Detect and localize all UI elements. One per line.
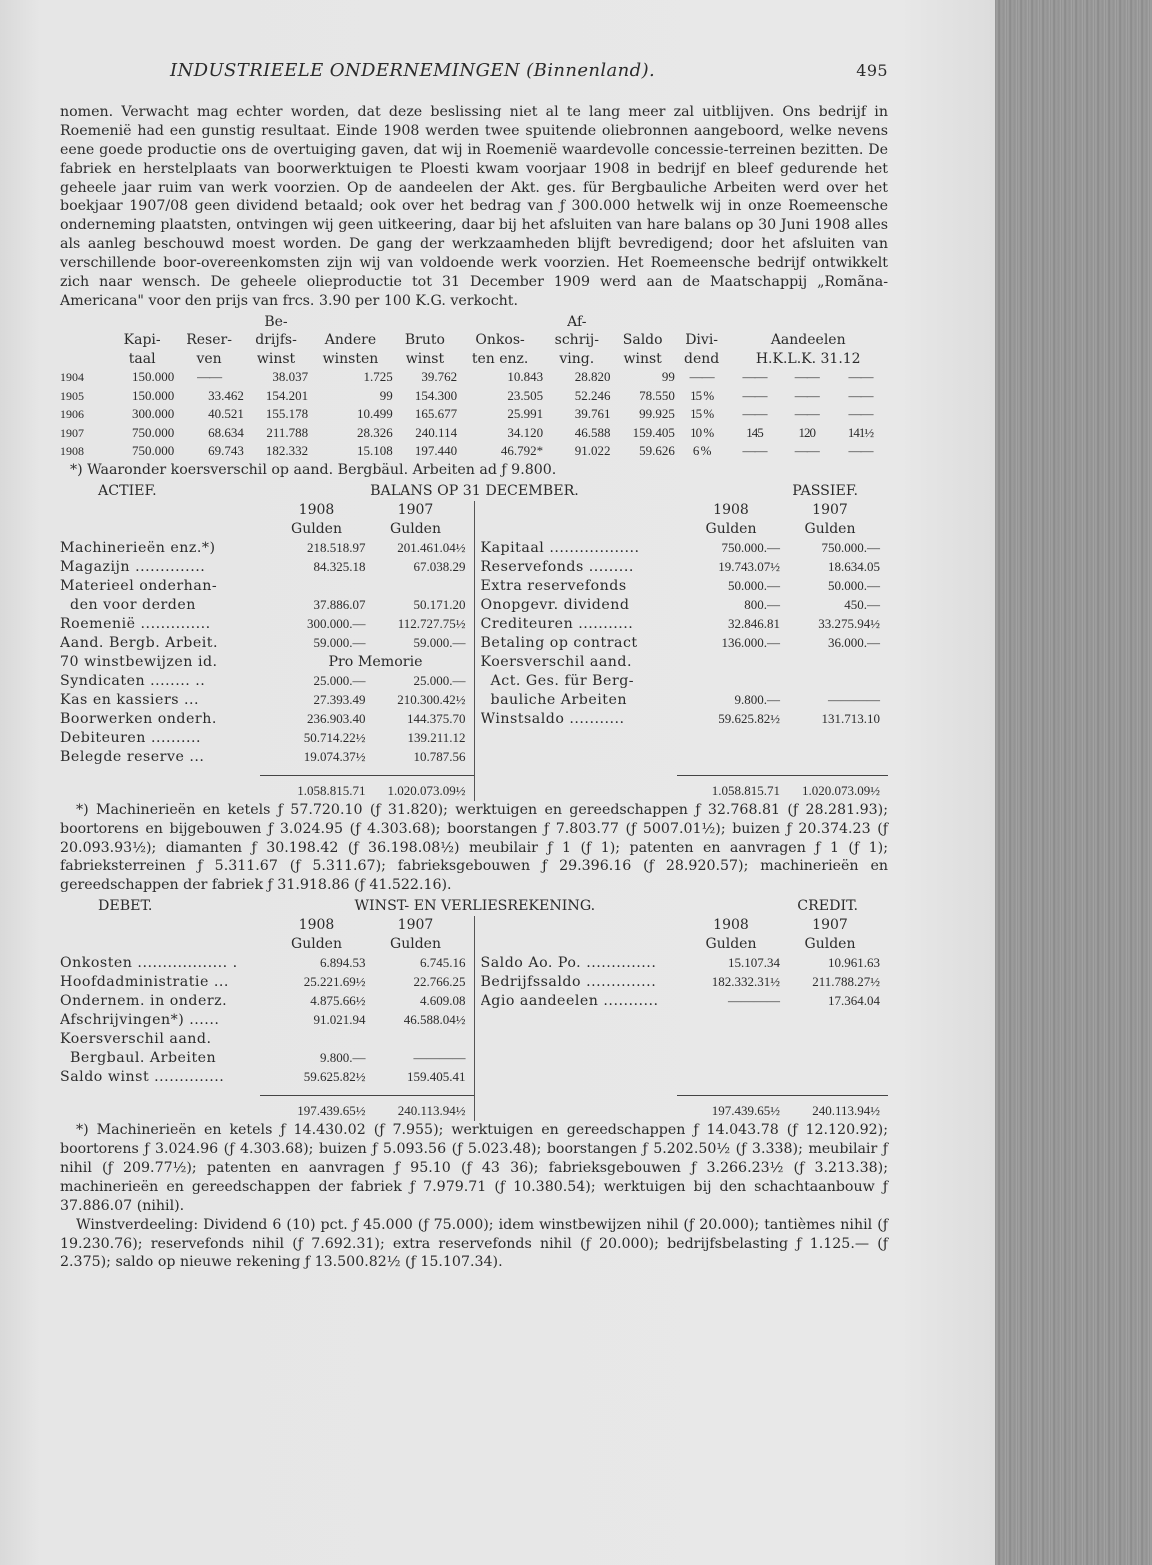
- profit-loss-title: WINST- EN VERLIESREKENING.: [354, 898, 596, 915]
- page-number: 495: [856, 61, 888, 80]
- divider: [677, 775, 889, 776]
- list-item: Reservefonds ......... 19.743.07½ 18.634.05: [480, 558, 880, 575]
- col-kapitaal: Kapi- taal: [123, 332, 161, 367]
- list-item: Ondernem. in onderz. 4.875.66½ 4.609.08: [60, 993, 466, 1010]
- book-page-edges: [995, 0, 1152, 1565]
- list-item: Act. Ges. für Berg-: [490, 672, 635, 689]
- actief-title: ACTIEF.: [98, 482, 157, 499]
- list-item: Saldo Ao. Po. .............. 15.107.34 10.961.63: [480, 955, 880, 972]
- list-item: Afschrijvingen*) ...... 91.021.94 46.588.04½: [60, 1012, 466, 1029]
- col-afschrijving: Af- schrij- ving.: [554, 313, 599, 367]
- debet-total: 197.439.65½ 240.113.94½: [297, 1103, 466, 1119]
- list-item: Bergbaul. Arbeiten 9.800.— ————: [70, 1050, 466, 1067]
- list-item: Kapitaal .................. 750.000.— 750.000.—: [480, 539, 880, 556]
- results-footnote: *) Waaronder koersverschil op aand. Bergbäul. Arbeiten ad ƒ 9.800.: [70, 461, 557, 478]
- list-item: 70 winstbewijzen id. Pro Memorie: [60, 653, 423, 670]
- debet-side: 1908 1907 Gulden Gulden Onkosten .................. . 6.894.53 6.745.16 Hoofdadministratie ... 25.221.69½ 22.766.25 Ondernem. in onderz. 4.875.66½ 4.609.08 Afschrijvingen*) ...... 91.021.94 46.588.04½ Koersverschil aand. Bergbaul. Arbeiten 9.800.— ———— Saldo winst .............. 59.625.82½ 159.405.41 197.439.65½ 240.113.94½: [60, 916, 475, 1121]
- debet-title: DEBET.: [98, 898, 153, 915]
- list-item: Hoofdadministratie ... 25.221.69½ 22.766.25: [60, 974, 466, 991]
- passief-title: PASSIEF.: [792, 482, 858, 499]
- balance-sheet-title: BALANS OP 31 DECEMBER.: [370, 482, 579, 499]
- list-item: Betaling op contract 136.000.— 36.000.—: [480, 634, 880, 651]
- list-item: Koersverschil aand.: [60, 1031, 212, 1048]
- list-item: Boorwerken onderh. 236.903.40 144.375.70: [60, 710, 466, 727]
- list-item: Koersverschil aand.: [480, 653, 633, 670]
- actief-total: 1.058.815.71 1.020.073.09½: [297, 782, 466, 798]
- list-item: Roemenië .............. 300.000.— 112.727.75½: [60, 615, 466, 632]
- list-item: Debiteuren .......... 50.714.22½ 139.211.12: [60, 729, 466, 746]
- col-bruto-winst: Bruto winst: [404, 332, 445, 367]
- list-item: Agio aandeelen ........... ———— 17.364.04: [480, 993, 880, 1010]
- passief-side: 1908 1907 Gulden Gulden Kapitaal .................. 750.000.— 750.000.— Reservefonds ......... 19.743.07½ 18.634.05 Extra reservefonds 50.000.— 50.000.— Onopgevr. dividend 800.— 450.— Crediteuren ........... 32.846.81 33.275.94½ Betaling op contract 136.000.— 36.000.— Koersverschil aand. Act. Ges. für Berg- bauliche Arbeiten 9.800.— ———— Winstsaldo ........... 59.625.82½ 131.713.10 1.058.815.71 1.020.073.09½: [475, 501, 889, 801]
- list-item: Saldo winst .............. 59.625.82½ 159.405.41: [60, 1069, 466, 1086]
- list-item: Syndicaten ........ .. 25.000.— 25.000.—: [60, 672, 466, 689]
- list-item: Crediteuren ........... 32.846.81 33.275.94½: [480, 615, 880, 632]
- table-row: 1907 750.000 68.634 211.788 28.326 240.114 34.120 46.588 159.405 10 % 145 120 141½: [60, 424, 874, 440]
- col-onkosten: Onkos- ten enz.: [471, 332, 529, 367]
- balance-footnote: *) Machinerieën en ketels ƒ 57.720.10 (ƒ 31.820); werktuigen en gereedschappen ƒ 32.768.81 (ƒ 28.281.93); boortorens en bijgebouwen ƒ 3.024.95 (ƒ 4.303.68); boorstangen ƒ 7.803.77 (ƒ 5007.01½); buizen ƒ 20.374.23 (ƒ 20.093.93½); diamanten ƒ 30.198.42 (ƒ 36.198.08½) meubilair ƒ 1 (ƒ 1); patenten en aanvragen ƒ 1 (ƒ 1); fabrieksterreinen ƒ 5.311.67 (ƒ 5.311.67); fabrieksgebouwen ƒ 29.396.16 (ƒ 28.920.57); machinerieën en gereedschappen der fabriek ƒ 31.918.86 (ƒ 41.522.16).: [60, 801, 888, 894]
- list-item: Winstsaldo ........... 59.625.82½ 131.713.10: [480, 710, 880, 727]
- results-table: [60, 313, 888, 461]
- list-item: Onkosten .................. . 6.894.53 6.745.16: [60, 955, 466, 972]
- credit-title: CREDIT.: [797, 898, 858, 915]
- table-row: 1906 300.000 40.521 155.178 10.499 165.677 25.991 39.761 99.925 15 % —— —— ——: [60, 406, 873, 422]
- list-item: Materieel onderhan-: [60, 577, 218, 594]
- col-bedrijfswinst: Be- drijfs- winst: [255, 313, 297, 367]
- results-header-row: [60, 313, 888, 369]
- list-item: Magazijn .............. 84.325.18 67.038.29: [60, 558, 466, 575]
- table-row: 1905 150.000 33.462 154.201 99 154.300 23.505 52.246 78.550 15 % —— —— ——: [60, 387, 873, 403]
- col-reserven: Reser- ven: [186, 332, 232, 367]
- balance-sheet-titles: [60, 482, 888, 501]
- divider: [677, 1095, 889, 1096]
- passief-total: 1.058.815.71 1.020.073.09½: [711, 782, 880, 798]
- col-saldo-winst: Saldo winst: [622, 332, 663, 367]
- list-item: Kas en kassiers ... 27.393.49 210.300.42½: [60, 691, 466, 708]
- col-andere-winsten: Andere winsten: [322, 332, 379, 367]
- profit-loss-account: [60, 916, 888, 1121]
- profit-loss-footnote: *) Machinerieën en ketels ƒ 14.430.02 (ƒ 7.955); werktuigen en gereedschappen ƒ 14.043.78 (ƒ 12.120.92); boortorens ƒ 3.024.96 (ƒ 4.303.68); buizen ƒ 5.093.56 (ƒ 5.023.48); boorstangen ƒ 5.202.50½ (ƒ 3.338); meubilair ƒ nihil (ƒ 209.77½); patenten en aanvragen ƒ 95.10 (ƒ 43 36); fabrieksgebouwen ƒ 3.266.23½ (ƒ 3.213.38); machinerieën en gereedschappen der fabriek ƒ 7.979.71 (ƒ 10.380.54); werktuigen bij den schachtaanbouw ƒ 37.886.07 (nihil).: [60, 1122, 888, 1214]
- list-item: Aand. Bergb. Arbeit. 59.000.— 59.000.—: [60, 634, 466, 651]
- list-item: Machinerieën enz.*) 218.518.97 201.461.04½: [60, 539, 466, 556]
- credit-total: 197.439.65½ 240.113.94½: [711, 1103, 880, 1119]
- divider: [260, 775, 474, 776]
- header-title: INDUSTRIEELE ONDERNEMINGEN (Binnenland).: [170, 60, 656, 81]
- col-aandeelen: Aandeelen H.K.L.K. 31.12: [755, 332, 861, 367]
- intro-paragraph: nomen. Verwacht mag echter worden, dat deze beslissing niet al te lang meer zal uitblijven. Ons bedrijf in Roemenië had een gunstig resultaat. Einde 1908 werden twee spuitende oliebronnen aangeboord, welke nevens eene goede productie ons de overtuiging gaven, dat wij in Roemenië waardevolle concessie-terreinen bezitten. De fabriek en herstelplaats van boorwerktuigen te Ploesti kwam voorjaar 1908 in bedrijf en bleef gedurende het geheele jaar ruim van werk voorzien. Op de aandeelen der Akt. ges. für Bergbauliche Arbeiten werd over het boekjaar 1907/08 geen dividend betaald; ook over het bedrag van ƒ 300.000 hetwelk wij in onze Roemeensche onderneming plaatsten, ontvingen wij geen uitkeering, daar bij het afsluiten van hare balans op 30 Juni 1908 alles als aanleg beschouwd moest worden. De gang der werkzaamheden blijft bevredigend; door het afsluiten van verschillende boor-overeenkomsten zijn wij van voldoende werk voorzien. Het Roemeensche bedrijf ontwikkelt zich naar wensch. De geheele olieproductie tot 31 December 1909 werd aan de Maatschappij „Romãna-Americana" voor den prijs van frcs. 3.90 per 100 K.G. verkocht.: [60, 103, 888, 309]
- list-item: Belegde reserve ... 19.074.37½ 10.787.56: [60, 748, 466, 765]
- credit-side: 1908 1907 Gulden Gulden Saldo Ao. Po. .............. 15.107.34 10.961.63 Bedrijfssaldo .............. 182.332.31½ 211.788.27½ Agio aandeelen ........... ———— 17.364.04 197.439.65½ 240.113.94½: [475, 916, 889, 1121]
- page-content: [60, 62, 888, 1272]
- list-item: bauliche Arbeiten 9.800.— ————: [490, 691, 880, 708]
- balance-sheet: [60, 501, 888, 801]
- running-header: [170, 62, 888, 81]
- table-row: 1904 150.000 —— 38.037 1.725 39.762 10.843 28.820 99 —— —— —— ——: [60, 369, 873, 385]
- winstverdeeling-paragraph: Winstverdeeling: Dividend 6 (10) pct. ƒ 45.000 (ƒ 75.000); idem winstbewijzen nihil (ƒ 20.000); tantièmes nihil (ƒ 19.230.76); reservefonds nihil (ƒ 7.692.31); extra reservefonds nihil (ƒ 20.000); bedrijfsbelasting ƒ 1.125.— (ƒ 2.375); saldo op nieuwe rekening ƒ 13.500.82½ (ƒ 15.107.34).: [60, 1216, 888, 1271]
- list-item: Onopgevr. dividend 800.— 450.—: [480, 596, 880, 613]
- col-dividend: Divi- dend: [684, 332, 720, 367]
- actief-side: 1908 1907 Gulden Gulden Machinerieën enz.*) 218.518.97 201.461.04½ Magazijn .............. 84.325.18 67.038.29 Materieel onderhan- den voor derden 37.886.07 50.171.20 Roemenië .............. 300.000.— 112.727.75½ Aand. Bergb. Arbeit. 59.000.— 59.000.— 70 winstbewijzen id. Pro Memorie Syndicaten ........ .. 25.000.— 25.000.— Kas en kassiers ... 27.393.49 210.300.42½ Boorwerken onderh. 236.903.40 144.375.70 Debiteuren .......... 50.714.22½ 139.211.12 Belegde reserve ... 19.074.37½ 10.787.56 1.058.815.71 1.020.073.09½: [60, 501, 475, 801]
- profit-loss-titles: [60, 897, 888, 916]
- divider: [260, 1095, 474, 1096]
- list-item: Bedrijfssaldo .............. 182.332.31½ 211.788.27½: [480, 974, 880, 991]
- table-row: 1908 750.000 69.743 182.332 15.108 197.440 46.792* 91.022 59.626 6 % —— —— ——: [60, 443, 873, 459]
- list-item: Extra reservefonds 50.000.— 50.000.—: [480, 577, 880, 594]
- list-item: den voor derden 37.886.07 50.171.20: [70, 596, 466, 613]
